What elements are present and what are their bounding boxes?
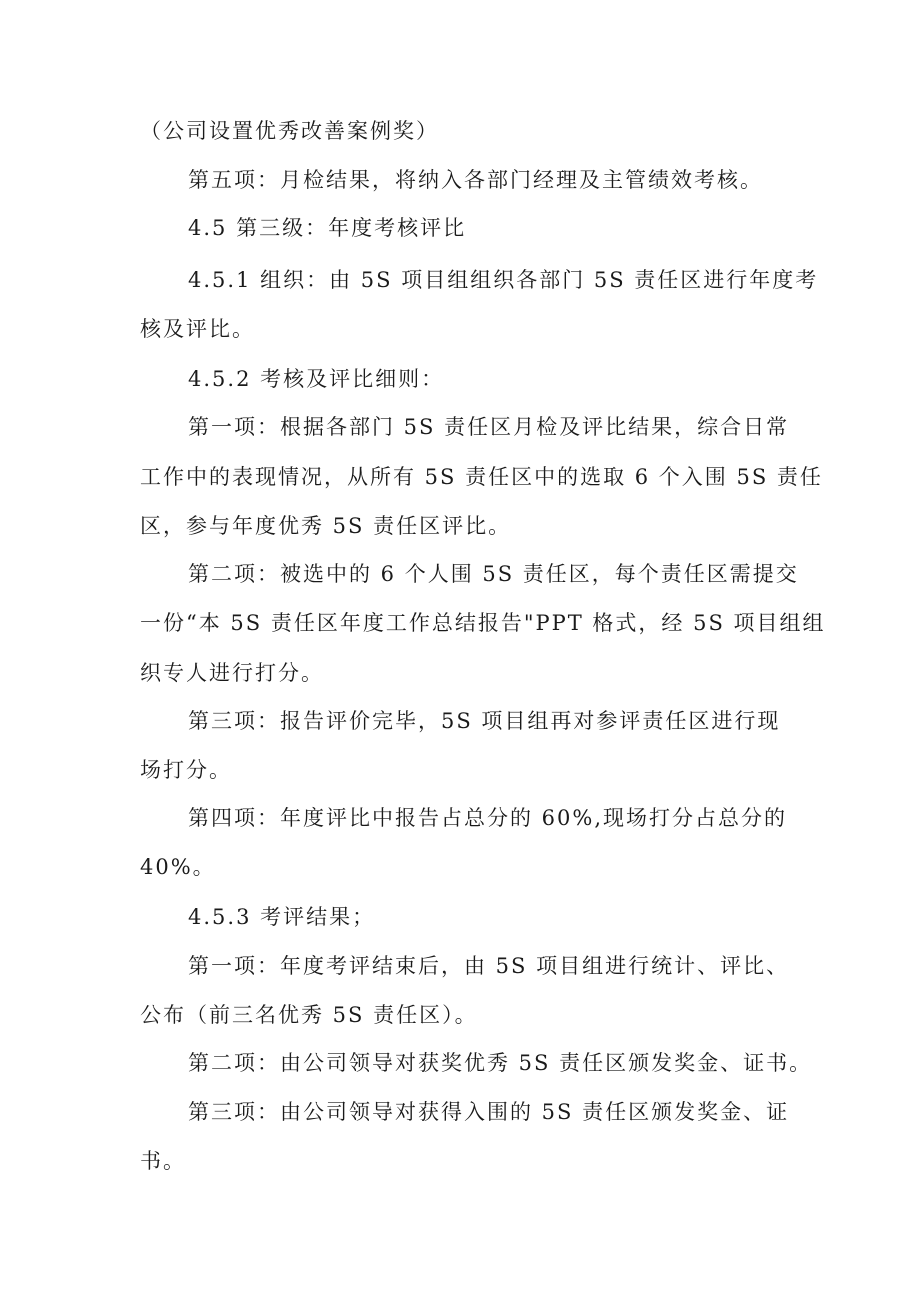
paragraph-item-3-line-1: 第三项：报告评价完毕，5S 项目组再对参评责任区进行现: [188, 709, 781, 733]
section-heading-4-5-3: 4.5.3 考评结果；: [188, 905, 376, 929]
paragraph-item-4-line-2: 40%。: [140, 855, 216, 879]
result-item-3-line-2: 书。: [140, 1149, 186, 1173]
paragraph-item-1-line-3: 区，参与年度优秀 5S 责任区评比。: [140, 514, 512, 538]
result-item-3-line-1: 第三项：由公司领导对获得入围的 5S 责任区颁发奖金、证: [188, 1100, 790, 1124]
paragraph-item-2-line-1: 第二项：被选中的 6 个人围 5S 责任区，每个责任区需提交: [188, 562, 799, 586]
section-heading-4-5: 4.5 第三级：年度考核评比: [188, 216, 467, 240]
paragraph-item-2-line-3: 织专人进行打分。: [140, 661, 324, 685]
paragraph-item-5: 第五项：月检结果，将纳入各部门经理及主管绩效考核。: [188, 168, 763, 192]
result-item-1-line-2: 公布（前三名优秀 5S 责任区）。: [140, 1003, 478, 1027]
paragraph-item-3-line-2: 场打分。: [140, 758, 232, 782]
result-item-2: 第二项：由公司领导对获奖优秀 5S 责任区颁发奖金、证书。: [188, 1051, 813, 1075]
paragraph-item-1-line-1: 第一项：根据各部门 5S 责任区月检及评比结果，综合日常: [188, 415, 790, 439]
paragraph-item-2-line-2: 一份“本 5S 责任区年度工作总结报告"PPT 格式，经 5S 项目组组: [140, 611, 826, 635]
paragraph-4-5-1-line-1: 4.5.1 组织：由 5S 项目组组织各部门 5S 责任区进行年度考: [188, 268, 819, 292]
paragraph-award-note: （公司设置优秀改善案例奖）: [140, 119, 439, 143]
section-heading-4-5-2: 4.5.2 考核及评比细则：: [188, 367, 445, 391]
paragraph-4-5-1-line-2: 核及评比。: [140, 317, 255, 341]
paragraph-item-1-line-2: 工作中的表现情况，从所有 5S 责任区中的选取 6 个入围 5S 责任: [140, 465, 823, 489]
paragraph-item-4-line-1: 第四项：年度评比中报告占总分的 60%,现场打分占总分的: [188, 806, 788, 830]
result-item-1-line-1: 第一项：年度考评结束后，由 5S 项目组进行统计、评比、: [188, 954, 790, 978]
